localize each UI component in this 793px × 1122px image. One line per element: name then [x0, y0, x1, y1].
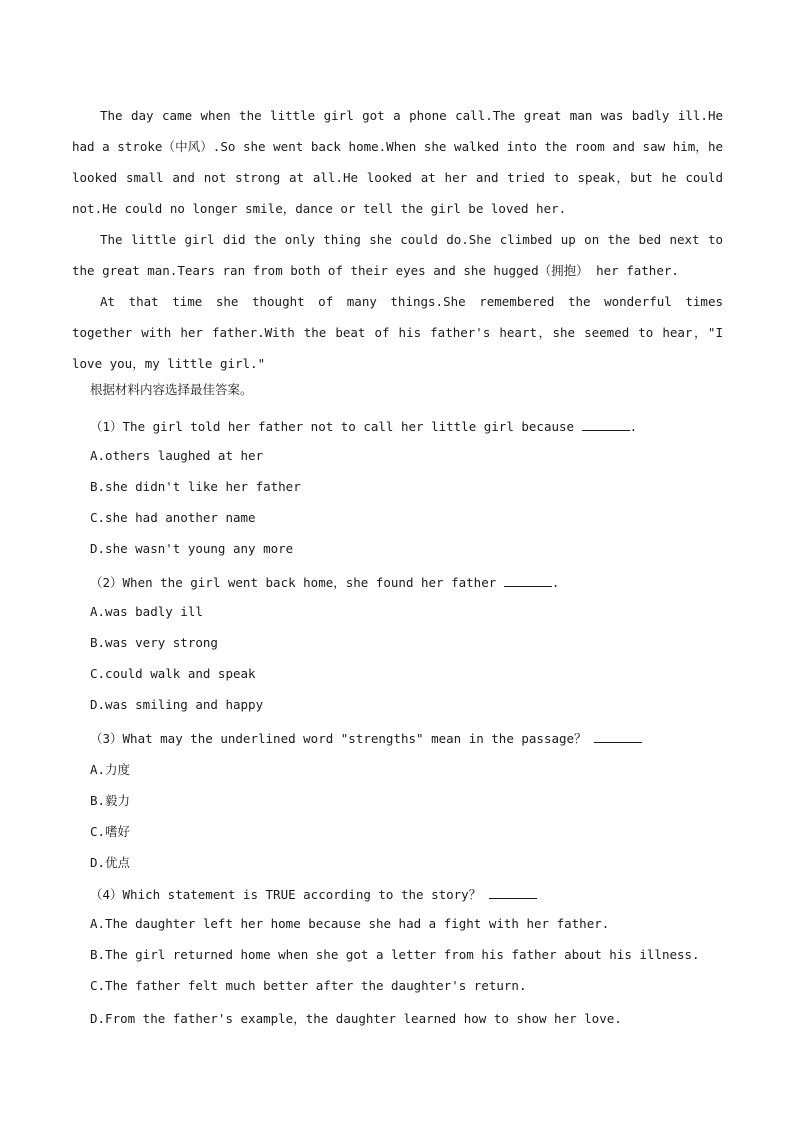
question-1-stem — [90, 417, 637, 435]
question-2-tail: . — [551, 575, 560, 590]
answer-blank-4 — [489, 886, 537, 899]
question-4-option-b: B.The girl returned home when she got a letter from his father about his illness. — [90, 947, 700, 962]
question-4-stem — [90, 885, 537, 903]
question-3-option-b: B.毅力 — [90, 793, 131, 808]
question-1-text: （1）The girl told her father not to call her little girl because — [90, 419, 582, 434]
question-1-option-d: D.she wasn't young any more — [90, 541, 294, 556]
question-3-text: （3）What may the underlined word "strengths" mean in the passage？ — [90, 731, 595, 746]
passage-paragraph-2: The little girl did the only thing she could do.She climbed up on the bed next to the great man.Tears ran from both of their eyes and she hugged（拥抱） her father. — [72, 232, 723, 278]
question-2-option-a: A.was badly ill — [90, 604, 203, 619]
question-2-option-b: B.was very strong — [90, 635, 218, 650]
question-2-option-c: C.could walk and speak — [90, 666, 256, 681]
passage-paragraph-3: At that time she thought of many things.She remembered the wonderful times together with her father.With the beat of his father's heart，she seemed to hear，"I love you，my little girl." — [72, 294, 723, 371]
passage-paragraph-1: The day came when the little girl got a phone call.The great man was badly ill.He had a stroke（中风）.So she went back home.When she walked into the room and saw him，he looked small and not strong at all.He looked at her and tried to speak，but he could not.He could no longer smile，dance or tell the girl be loved her. — [72, 108, 723, 216]
question-3-option-d: D.优点 — [90, 855, 131, 870]
answer-blank-2 — [504, 574, 552, 587]
question-4-text: （4）Which statement is TRUE according to the story？ — [90, 887, 489, 902]
question-2-text: （2）When the girl went back home，she found her father — [90, 575, 504, 590]
question-2-stem — [90, 573, 559, 591]
instruction-text: 根据材料内容选择最佳答案。 — [90, 382, 253, 397]
question-3-stem — [90, 729, 642, 747]
question-1-option-c: C.she had another name — [90, 510, 256, 525]
reading-passage — [72, 100, 723, 379]
question-4-option-d: D.From the father's example，the daughter learned how to show her love. — [90, 1011, 622, 1026]
answer-blank-1 — [582, 418, 630, 431]
question-1-option-b: B.she didn't like her father — [90, 479, 301, 494]
question-3-option-c: C.嗜好 — [90, 824, 131, 839]
question-1-tail: . — [629, 419, 638, 434]
question-2-option-d: D.was smiling and happy — [90, 697, 264, 712]
answer-blank-3 — [594, 730, 642, 743]
question-4-option-c: C.The father felt much better after the daughter's return. — [90, 978, 527, 993]
question-4-option-a: A.The daughter left her home because she had a fight with her father. — [90, 916, 610, 931]
question-1-option-a: A.others laughed at her — [90, 448, 264, 463]
question-3-option-a: A.力度 — [90, 762, 131, 777]
